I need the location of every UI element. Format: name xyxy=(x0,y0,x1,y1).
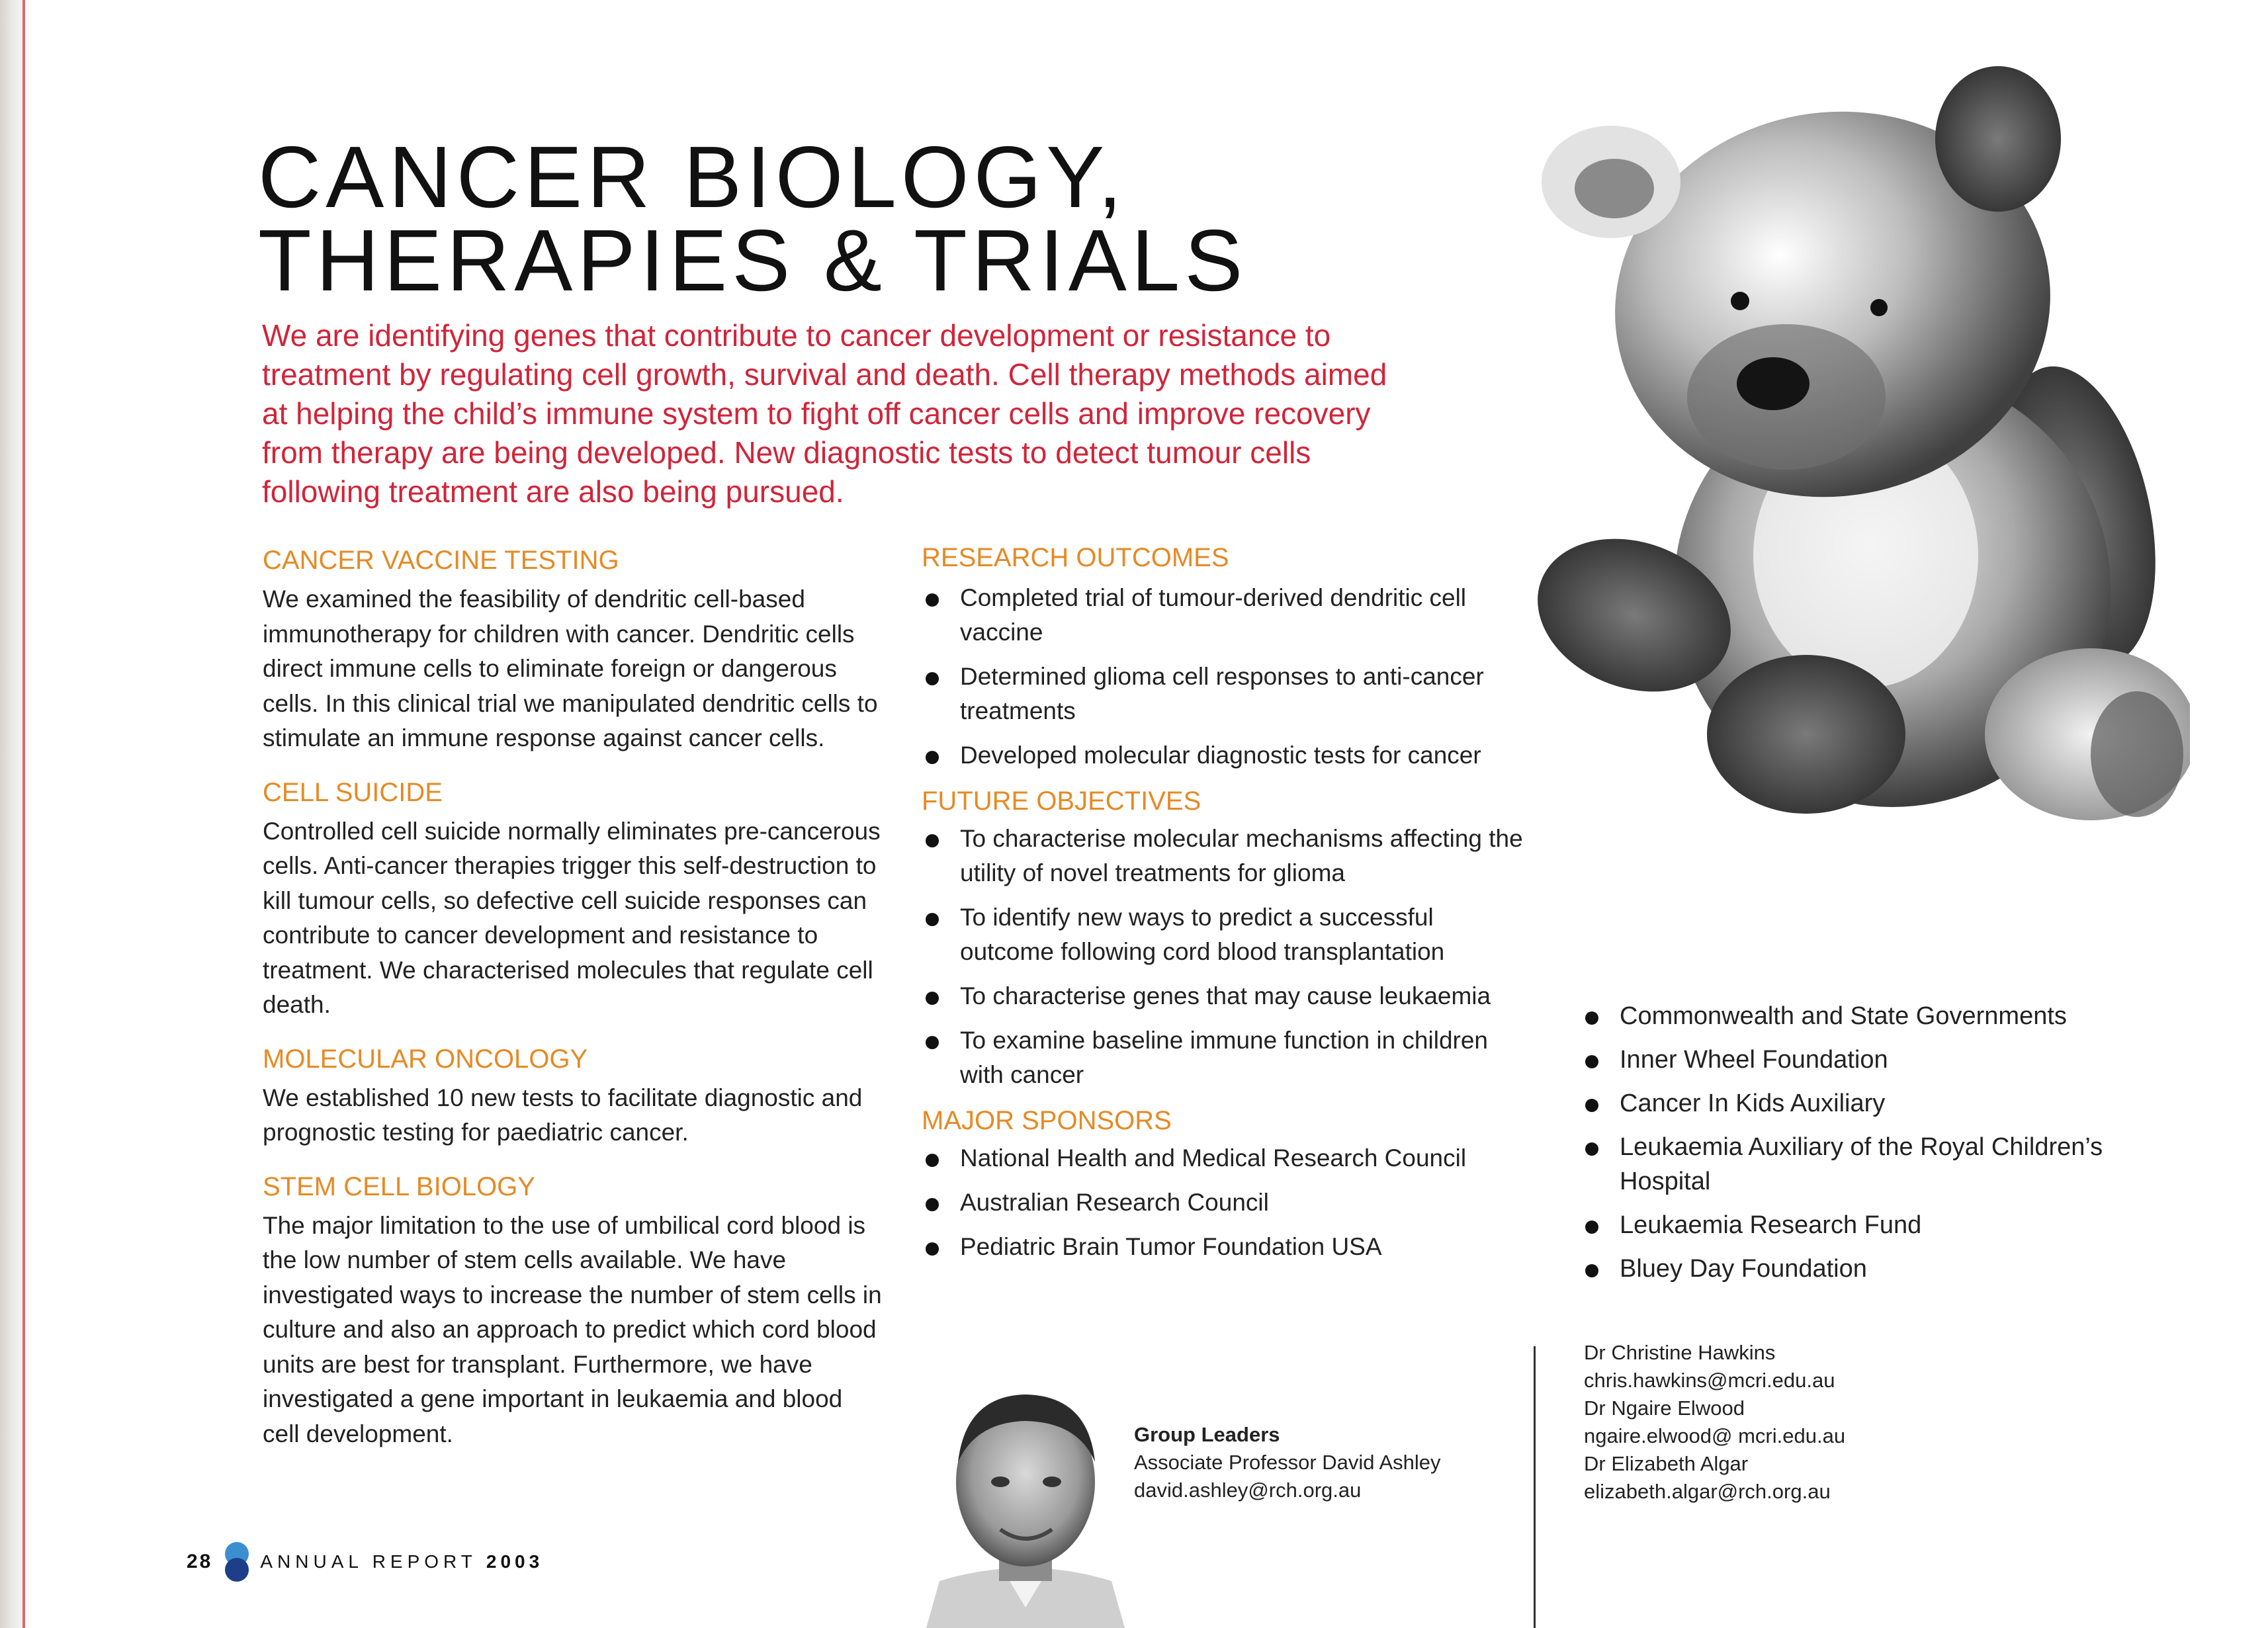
list-item-text: Pediatric Brain Tumor Foundation USA xyxy=(960,1233,1382,1260)
contact-name: Dr Christine Hawkins xyxy=(1584,1341,1776,1364)
bullet-icon xyxy=(926,1036,939,1049)
list-item-text: Inner Wheel Foundation xyxy=(1620,1046,1888,1074)
section-body-stem-cell: The major limitation to the use of umbilical cord blood is the low number of stem cells available. We have investigated ways to increase the number of stem cells in culture and also an approach to predict which cord blood units are best for transplant. Furthermore, we have investigated a gene important in leukaemia and blood cell development. xyxy=(263,1211,882,1447)
contacts-block xyxy=(1584,1339,1845,1506)
contact-name: Dr Ngaire Elwood xyxy=(1584,1396,1745,1420)
right-column-sponsors xyxy=(1581,999,2177,1295)
footer-year: 2003 xyxy=(486,1551,544,1572)
leader-email: david.ashley@rch.org.au xyxy=(1134,1478,1362,1502)
teddy-bear-photo xyxy=(1522,40,2190,847)
bullet-icon xyxy=(926,913,939,926)
contact-email: elizabeth.algar@rch.org.au xyxy=(1584,1480,1831,1503)
list-item-text: Leukaemia Research Fund xyxy=(1620,1211,1922,1239)
list-item xyxy=(922,738,1530,773)
section-heading-cell-suicide: CELL SUICIDE xyxy=(263,777,443,807)
section-heading-vaccine: CANCER VACCINE TESTING xyxy=(263,546,619,575)
list-item-text: To identify new ways to predict a successful outcome following cord blood transplantation xyxy=(960,904,1445,965)
list-item xyxy=(1581,1130,2177,1199)
intro-paragraph: We are identifying genes that contribute to cancer development or resistance to treatment by regulating cell growth, survival and death. Cell therapy methods aimed at helping the child’s immune system to fight off cancer cells and improve recovery from therapy are being developed. New diagnostic tests to detect tumour cells following treatment are also being pursued. xyxy=(262,318,1387,509)
sponsors-list xyxy=(922,1141,1530,1264)
contact-email: chris.hawkins@mcri.edu.au xyxy=(1584,1369,1835,1392)
spine-edge-line xyxy=(22,0,25,1628)
list-item xyxy=(922,581,1530,650)
section-body-cell-suicide: Controlled cell suicide normally eliminates pre-cancerous cells. Anti-cancer therapies trigger this self-destruction to kill tumour cells, so defective cell suicide responses can contribute to cancer development and resistance to treatment. We characterised molecules that regulate cell death. xyxy=(263,817,881,1018)
list-item xyxy=(1581,1252,2177,1286)
bullet-icon xyxy=(1585,1264,1598,1277)
list-item xyxy=(922,1023,1530,1092)
bullet-icon xyxy=(926,1242,939,1256)
list-item-text: Commonwealth and State Governments xyxy=(1620,1002,2067,1030)
bullet-icon xyxy=(1585,1055,1598,1068)
list-item xyxy=(922,900,1530,969)
page-title xyxy=(258,128,1248,309)
list-item-text: Developed molecular diagnostic tests for cancer xyxy=(960,742,1481,769)
list-item-text: Bluey Day Foundation xyxy=(1620,1255,1867,1283)
objectives-list xyxy=(922,822,1530,1092)
section-body-vaccine: We examined the feasibility of dendritic cell-based immunotherapy for children with cancer. Dendritic cells direct immune cells to eliminate foreign or dangerous cells. In this clinical trial we manipulated dendritic cells to stimulate an immune response against cancer cells. xyxy=(263,585,878,751)
bullet-icon xyxy=(926,593,939,607)
group-leaders-heading: Group Leaders xyxy=(1134,1423,1280,1446)
title-line-1: CANCER BIOLOGY, xyxy=(258,128,1127,226)
list-item xyxy=(922,1141,1530,1176)
bullet-icon xyxy=(926,834,939,847)
list-item xyxy=(1581,1208,2177,1242)
page-spine-shadow xyxy=(0,0,30,1628)
page-number: 28 xyxy=(187,1551,213,1572)
outcomes-list xyxy=(922,581,1530,773)
left-column xyxy=(263,544,885,1451)
section-heading-molecular-oncology: MOLECULAR ONCOLOGY xyxy=(263,1044,588,1074)
group-leaders-block xyxy=(1134,1421,1441,1504)
page-footer xyxy=(187,1541,543,1582)
footer-label: ANNUAL REPORT xyxy=(260,1551,477,1572)
bullet-icon xyxy=(926,992,939,1005)
section-heading-stem-cell: STEM CELL BIOLOGY xyxy=(263,1172,535,1201)
list-item xyxy=(1581,1043,2177,1077)
list-item-text: To examine baseline immune function in children with cancer xyxy=(960,1027,1488,1088)
portrait-photo xyxy=(926,1383,1125,1628)
bullet-icon xyxy=(926,751,939,764)
report-logo-icon xyxy=(223,1541,251,1582)
list-item-text: Australian Research Council xyxy=(960,1189,1269,1216)
contact-email: ngaire.elwood@ mcri.edu.au xyxy=(1584,1424,1846,1447)
leader-name: Associate Professor David Ashley xyxy=(1134,1451,1441,1474)
list-item xyxy=(922,979,1530,1013)
title-line-2: THERAPIES & TRIALS xyxy=(258,212,1248,309)
list-item xyxy=(1581,1086,2177,1121)
middle-column xyxy=(922,541,1530,1274)
list-item-text: To characterise molecular mechanisms affecting the utility of novel treatments for glioma xyxy=(960,825,1523,886)
bullet-icon xyxy=(1585,1099,1598,1112)
bullet-icon xyxy=(926,1154,939,1167)
bullet-icon xyxy=(1585,1221,1598,1234)
sponsors-heading: MAJOR SPONSORS xyxy=(922,1106,1172,1135)
bullet-icon xyxy=(1585,1142,1598,1156)
outcomes-heading: RESEARCH OUTCOMES xyxy=(922,543,1229,572)
sponsors-list-continued xyxy=(1581,999,2177,1286)
list-item xyxy=(922,1185,1530,1220)
bullet-icon xyxy=(926,672,939,685)
bullet-icon xyxy=(1585,1011,1598,1025)
objectives-heading: FUTURE OBJECTIVES xyxy=(922,787,1201,816)
list-item-text: Cancer In Kids Auxiliary xyxy=(1620,1090,1886,1117)
list-item-text: Completed trial of tumour-derived dendritic cell vaccine xyxy=(960,584,1467,646)
list-item xyxy=(1581,999,2177,1033)
column-divider xyxy=(1534,1346,1536,1628)
list-item-text: National Health and Medical Research Council xyxy=(960,1144,1467,1172)
list-item xyxy=(922,822,1530,890)
list-item xyxy=(922,1230,1530,1264)
list-item-text: Determined glioma cell responses to anti-cancer treatments xyxy=(960,663,1484,724)
bullet-icon xyxy=(926,1198,939,1211)
contact-name: Dr Elizabeth Algar xyxy=(1584,1452,1749,1475)
list-item-text: To characterise genes that may cause leukaemia xyxy=(960,982,1491,1009)
list-item xyxy=(922,660,1530,728)
list-item-text: Leukaemia Auxiliary of the Royal Children’s Hospital xyxy=(1620,1133,2103,1195)
section-body-molecular-oncology: We established 10 new tests to facilitate diagnostic and prognostic testing for paediatric cancer. xyxy=(263,1084,863,1146)
